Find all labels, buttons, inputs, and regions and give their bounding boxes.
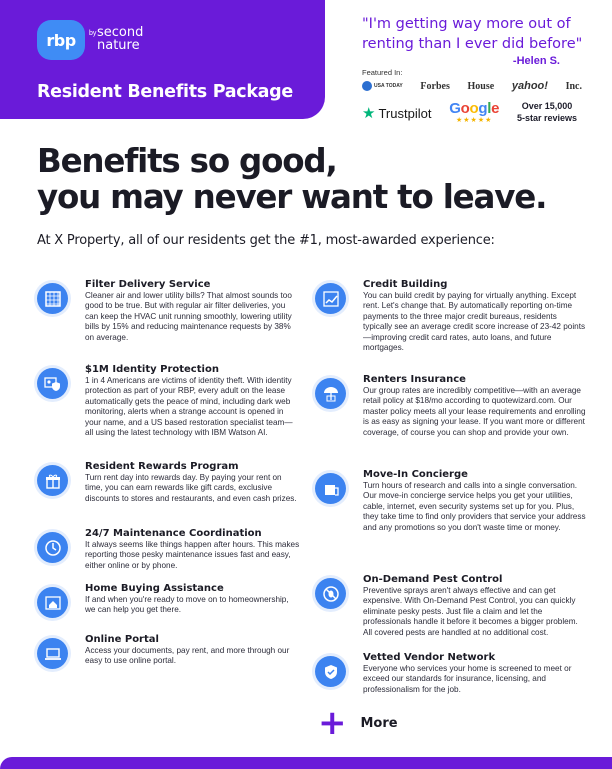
benefit-title: On-Demand Pest Control [363,574,503,585]
trustpilot-logo: ★ Trustpilot [362,105,432,122]
review-badges [362,100,577,124]
benefit-description: 1 in 4 Americans are victims of identity theft. With identity protection as part of your RBP, every adult on the lease automatically gets the peace of mind, including dark web monitoring, alerts when a strange account is opened in your name, and a US based restoration specialist team—all using the latest technology with IBM Watson AI. [85,376,293,438]
clock-icon [37,532,68,563]
benefit-description: It always seems like things happen after hours. This makes reporting those pesky maintenance issues fast and easy, either online or by phone. [85,540,300,570]
testimonial-quote: "I'm getting way more out of renting than I ever did before" [362,16,583,52]
page-subheadline: At X Property, all of our residents get the #1, most-awarded experience: [37,233,495,248]
testimonial-author: -Helen S. [512,55,560,67]
credit-chart-icon [315,283,346,314]
filter-icon [37,283,68,314]
benefit-description: You can build credit by paying for virtually anything. Except rent. Let's change that. By automatically reporting on-time payments to the three major credit bureaus, residents typically see an average credit score increase of 23-42 points—improving credit card rates, auto loans, and future mortgages. [363,291,586,353]
press-logos [362,80,582,92]
google-logo: Google ★★★★★ [449,100,500,124]
forbes-logo: Forbes [420,80,450,92]
more-benefits [318,703,398,743]
logo-text: rbp [46,30,76,50]
moving-box-icon [315,473,346,504]
yahoo-logo: yahoo! [511,80,548,92]
review-count: Over 15,000 5-star reviews [516,101,577,123]
benefit-title: Filter Delivery Service [85,279,211,290]
laptop-icon [37,638,68,669]
usa-today-logo: USA TODAY [362,81,403,91]
rbp-logo [37,20,85,60]
benefit-description: Everyone who services your home is screened to meet or exceed our standards for insurance, licensing, and professionalism for the job. [363,664,572,694]
benefit-description: If and when you're ready to move on to homeownership, we can help you get there. [85,595,289,615]
featured-label: Featured In: [362,68,403,77]
benefit-title: 24/7 Maintenance Coordination [85,528,262,539]
headline-line2: you may never want to leave. [37,178,547,216]
headline-line1: Benefits so good, [37,142,337,180]
inc-logo: Inc. [565,80,582,92]
benefit-title: Move-In Concierge [363,469,468,480]
star-icon: ★ [362,105,376,122]
benefit-title: Online Portal [85,634,159,645]
page-headline [37,143,597,215]
identity-shield-icon [37,368,68,399]
gift-icon [37,465,68,496]
benefit-title: Vetted Vendor Network [363,652,496,663]
plus-icon: + [318,703,347,743]
benefit-title: Resident Rewards Program [85,461,239,472]
benefit-description: Access your documents, pay rent, and more through our easy to use online portal. [85,646,290,666]
no-bug-icon [315,578,346,609]
benefit-description: Cleaner air and lower utility bills? That almost sounds too good to be true. But with regular air filter deliveries, you can keep the HVAC unit running smoothly, lowering utility bills by 15% and reducing maintenance requests by 38% on average. [85,291,292,342]
footer-bar [0,757,612,769]
benefit-title: Home Buying Assistance [85,583,224,594]
benefit-description: Turn rent day into rewards day. By paying your rent on time, you can earn rewards like gift cards, exclusive discounts to stores and restaurants, and even cash prizes. [85,473,297,503]
logo-brand-line2: nature [97,38,140,53]
benefit-title: $1M Identity Protection [85,364,219,375]
more-label: More [360,715,398,731]
benefit-title: Renters Insurance [363,374,466,385]
house-logo: House [467,80,495,92]
logo-brand-line1: second [97,25,144,40]
house-money-icon [37,587,68,618]
benefit-description: Preventive sprays aren't always effective and can get expensive. With On-Demand Pest Control, you can quickly eliminate pesky pests. Just file a claim and let the professionals handle it before it becomes a bigger problem. All covered pests are handled at no additional cost. [363,586,578,637]
google-stars-icon: ★★★★★ [456,117,493,124]
vetted-badge-icon [315,656,346,687]
benefit-description: Turn hours of research and calls into a single conversation. Our move-in concierge service helps you get your utilities, cable, internet, even security systems set up for you. Plus, they take time to find only providers that service your address and any promotions so you don't waste time or money. [363,481,586,532]
second-nature-logo [97,26,143,52]
logo-by: by [89,30,97,37]
benefit-description: Our group rates are incredibly competitive—with an average retail policy at $18/mo according to quotewizard.com. Our master policy meets all your lease requirements and enrolling is as easy as signing your lease. If you want more or different coverage, of course you can shop and provide your own. [363,386,586,437]
benefit-title: Credit Building [363,279,448,290]
header-title: Resident Benefits Package [37,82,293,102]
umbrella-icon [315,378,346,409]
header-banner [0,0,325,119]
